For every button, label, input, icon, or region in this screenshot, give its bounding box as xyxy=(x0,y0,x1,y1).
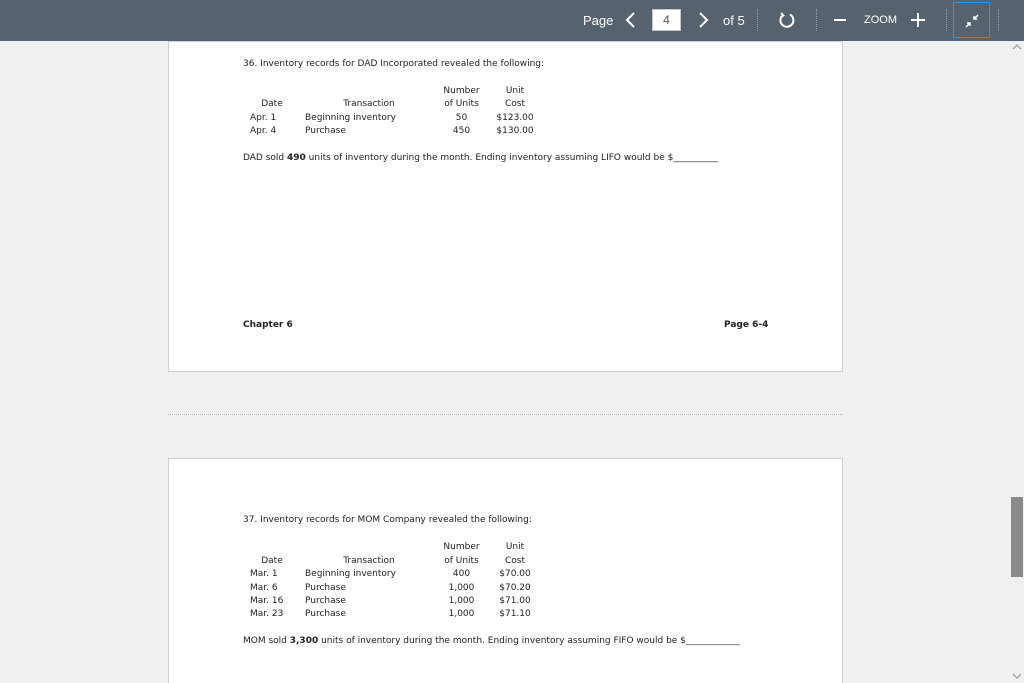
viewer-toolbar xyxy=(0,0,1024,41)
table-cell-cost: $71.10 xyxy=(499,609,531,619)
table-cell-units: 1,000 xyxy=(448,583,475,593)
question-36: 36. Inventory records for DAD Incorporated revealed the following: xyxy=(243,59,545,69)
fit-page-button[interactable] xyxy=(953,2,990,38)
page-count-label: of 5 xyxy=(723,13,745,28)
document-viewer xyxy=(0,41,1010,683)
table-cell-date: Mar. 6 xyxy=(250,583,278,593)
table-cell-transaction: Beginning inventory xyxy=(305,569,396,579)
toolbar-separator xyxy=(816,9,817,31)
table-cell-date: Mar. 23 xyxy=(250,609,284,619)
table-cell-transaction: Purchase xyxy=(305,583,346,593)
table-cell-cost: $70.00 xyxy=(499,569,531,579)
table-cell-transaction: Beginning inventory xyxy=(305,113,396,123)
table-cell-cost: $130.00 xyxy=(496,126,534,136)
header-number: Number xyxy=(443,542,480,552)
scroll-up-icon[interactable] xyxy=(1012,43,1022,51)
page-break-divider xyxy=(168,414,843,415)
table-cell-transaction: Purchase xyxy=(305,596,346,606)
chevron-right-icon[interactable] xyxy=(696,11,710,29)
footer-chapter: Chapter 6 xyxy=(243,320,293,330)
toolbar-separator xyxy=(757,9,758,31)
header-cost: Cost xyxy=(504,99,525,109)
table-cell-units: 400 xyxy=(452,569,471,579)
toolbar-separator xyxy=(946,9,947,31)
table-cell-date: Mar. 16 xyxy=(250,596,284,606)
header-date: Date xyxy=(261,99,283,109)
footer-page-number: Page 6-4 xyxy=(724,320,769,330)
rotate-icon[interactable] xyxy=(778,11,796,29)
collapse-icon xyxy=(964,13,980,29)
header-unit: Unit xyxy=(505,86,525,96)
chevron-left-icon[interactable] xyxy=(624,11,638,29)
table-cell-date: Apr. 1 xyxy=(250,113,277,123)
header-number: Number xyxy=(443,86,480,96)
header-date: Date xyxy=(261,556,283,566)
header-of-units: of Units xyxy=(444,99,479,109)
plus-icon[interactable] xyxy=(910,12,926,28)
table-cell-units: 50 xyxy=(455,113,468,123)
question-37: 37. Inventory records for MOM Company revealed the following: xyxy=(243,515,532,525)
table-cell-cost: $71.00 xyxy=(499,596,531,606)
table-cell-transaction: Purchase xyxy=(305,126,346,136)
minus-icon[interactable] xyxy=(833,13,847,27)
scroll-down-icon[interactable] xyxy=(1012,672,1022,680)
header-unit: Unit xyxy=(505,542,525,552)
page-number-input[interactable]: 4 xyxy=(652,9,681,31)
table-cell-units: 1,000 xyxy=(448,609,475,619)
header-of-units: of Units xyxy=(444,556,479,566)
table-cell-cost: $123.00 xyxy=(496,113,534,123)
header-transaction: Transaction xyxy=(343,556,395,566)
page-label: Page xyxy=(583,13,614,28)
table-cell-date: Mar. 1 xyxy=(250,569,278,579)
table-cell-units: 1,000 xyxy=(448,596,475,606)
toolbar-separator xyxy=(998,9,999,31)
table-cell-units: 450 xyxy=(452,126,471,136)
statement-36: DAD sold 490 units of inventory during the month. Ending inventory assuming LIFO would be $__________ xyxy=(243,153,719,163)
zoom-label: ZOOM xyxy=(864,14,897,26)
document-page xyxy=(168,41,843,372)
scrollbar-thumb[interactable] xyxy=(1011,497,1023,577)
statement-37: MOM sold 3,300 units of inventory during the month. Ending inventory assuming FIFO would be $____________ xyxy=(243,636,740,646)
vertical-scrollbar[interactable] xyxy=(1010,41,1024,683)
header-cost: Cost xyxy=(504,556,525,566)
header-transaction: Transaction xyxy=(343,99,395,109)
table-cell-date: Apr. 4 xyxy=(250,126,277,136)
document-page xyxy=(168,458,843,683)
table-cell-transaction: Purchase xyxy=(305,609,346,619)
table-cell-cost: $70.20 xyxy=(499,583,531,593)
